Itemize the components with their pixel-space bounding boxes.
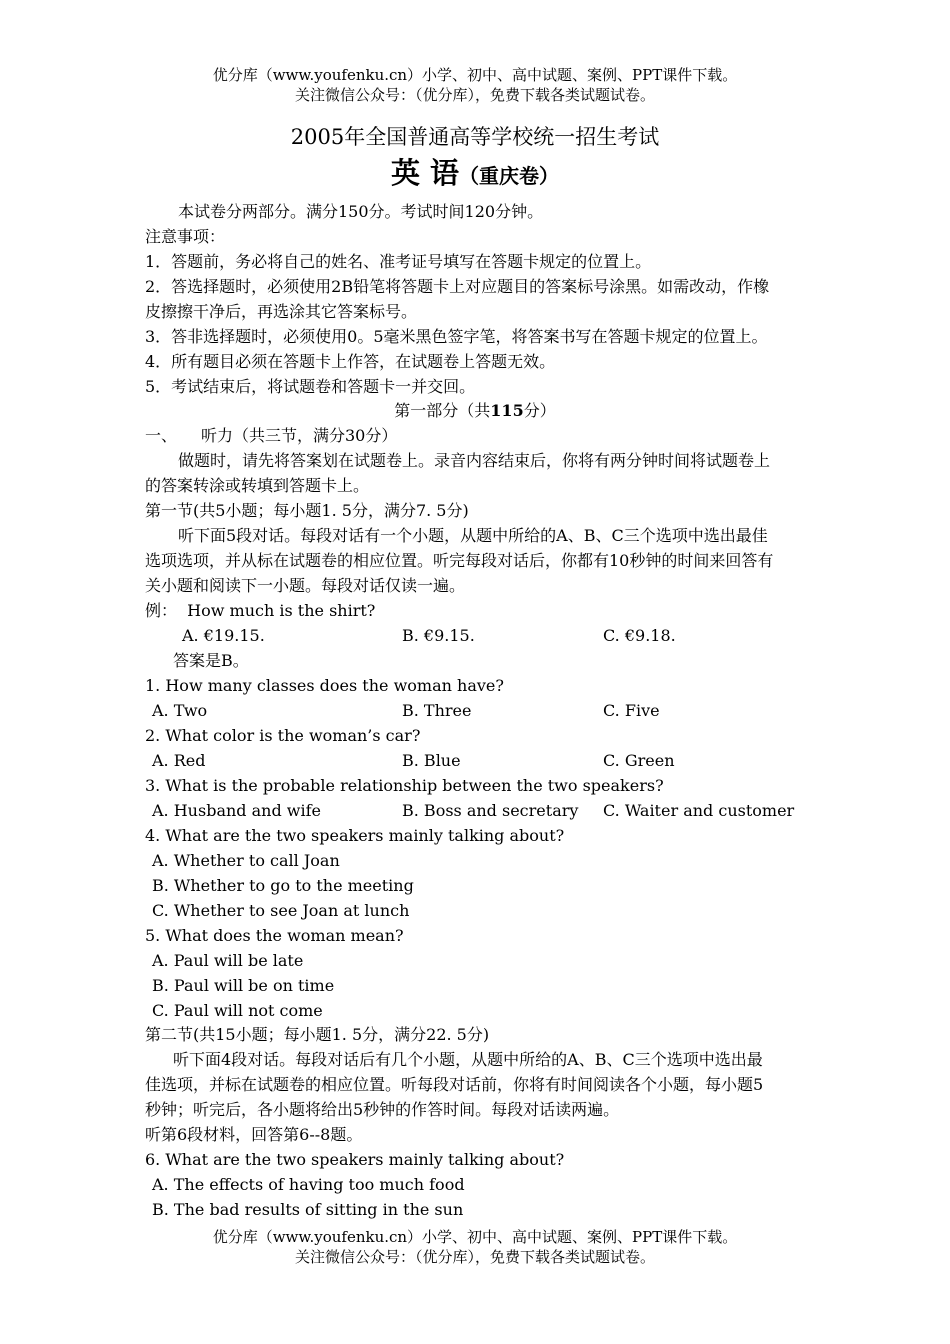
question-5: 5. What does the woman mean? [145, 926, 404, 945]
question-3: 3. What is the probable relationship between the two speakers? [145, 776, 664, 795]
q3-option-c: C. Waiter and customer [603, 801, 795, 820]
section1-directions-2: 选项选项，并从标在试题卷的相应位置。听完每段对话后，你都有10秒钟的时间来回答有 [145, 551, 774, 570]
q1-option-a: A. Two [152, 701, 208, 720]
note-4: 4．所有题目必须在答题卡上作答，在试题卷上答题无效。 [145, 352, 556, 371]
material-6-instruction: 听第6段材料，回答第6--8题。 [145, 1125, 363, 1144]
section2-directions-3: 秒钟；听完后，各小题将给出5秒钟的作答时间。每段对话读两遍。 [145, 1100, 620, 1119]
part1-heading [0, 401, 950, 421]
section1-directions-1: 听下面5段对话。每段对话有一个小题，从题中所给的A、B、C三个选项中选出最佳 [178, 526, 768, 545]
q2-option-c: C. Green [603, 751, 675, 770]
section2-directions-1: 听下面4段对话。每段对话后有几个小题，从题中所给的A、B、C三个选项中选出最 [173, 1050, 763, 1069]
section1-directions-3: 关小题和阅读下一小题。每段对话仅读一遍。 [145, 576, 466, 595]
example-option-a: A. €19.15. [182, 626, 265, 645]
q1-option-c: C. Five [603, 701, 660, 720]
q3-option-b: B. Boss and secretary [402, 801, 579, 820]
q5-option-a: A. Paul will be late [152, 951, 304, 970]
footer-line-1: 优分库（www.youfenku.cn）小学、初中、高中试题、案例、PPT课件下载。 [212, 1228, 738, 1246]
listening-section: 一、 听力（共三节，满分30分） [145, 426, 398, 445]
footer-line-2: 关注微信公众号：（优分库），免费下载各类试题试卷。 [294, 1248, 655, 1266]
note-2b: 皮擦擦干净后，再选涂其它答案标号。 [145, 302, 418, 321]
note-1: 1．答题前，务必将自己的姓名、准考证号填写在答题卡规定的位置上。 [145, 252, 652, 271]
example-option-c: C. €9.18. [603, 626, 676, 645]
q2-option-a: A. Red [152, 751, 206, 770]
q5-option-b: B. Paul will be on time [152, 976, 335, 995]
note-2a: 2．答选择题时，必须使用2B铅笔将答题卡上对应题目的答案标号涂黑。如需改动，作橡 [145, 277, 770, 296]
exam-subject-line [0, 156, 950, 195]
example-option-b: B. €9.15. [402, 626, 475, 645]
q4-option-b: B. Whether to go to the meeting [152, 876, 414, 895]
part1-heading-pre: 第一部分（共 [394, 401, 491, 420]
part1-score: 115 [490, 401, 524, 420]
question-4: 4. What are the two speakers mainly talking about? [145, 826, 565, 845]
section2-heading: 第二节(共15小题；每小题1. 5分，满分22. 5分) [145, 1025, 490, 1044]
question-6: 6. What are the two speakers mainly talking about? [145, 1150, 565, 1169]
q1-option-b: B. Three [402, 701, 472, 720]
header-line-1: 优分库（www.youfenku.cn）小学、初中、高中试题、案例、PPT课件下载。 [212, 66, 738, 84]
exam-edition: （重庆卷） [459, 164, 560, 188]
section1-heading: 第一节(共5小题；每小题1. 5分，满分7. 5分) [145, 501, 469, 520]
note-3: 3．答非选择题时，必须使用0。5毫米黑色签字笔，将答案书写在答题卡规定的位置上。 [145, 327, 768, 346]
exam-title: 2005年全国普通高等学校统一招生考试 [290, 125, 660, 149]
exam-subject: 英 语 [390, 156, 460, 190]
note-5: 5．考试结束后，将试题卷和答题卡一并交回。 [145, 377, 476, 396]
question-2: 2. What color is the woman’s car? [145, 726, 421, 745]
instructions-2: 的答案转涂或转填到答题卡上。 [145, 476, 370, 495]
q5-option-c: C. Paul will not come [152, 1001, 323, 1020]
part1-heading-post: 分） [523, 401, 556, 420]
section2-directions-2: 佳选项，并标在试题卷的相应位置。听每段对话前，你将有时间阅读各个小题，每小题5 [145, 1075, 764, 1094]
instructions-1: 做题时，请先将答案划在试题卷上。录音内容结束后，你将有两分钟时间将试题卷上 [178, 451, 771, 470]
header-line-2: 关注微信公众号：（优分库），免费下载各类试题试卷。 [294, 86, 655, 104]
notes-heading: 注意事项： [145, 227, 226, 246]
question-1: 1. How many classes does the woman have? [145, 676, 504, 695]
q4-option-a: A. Whether to call Joan [152, 851, 340, 870]
intro: 本试卷分两部分。满分150分。考试时间120分钟。 [178, 202, 544, 221]
example-answer: 答案是B。 [173, 651, 249, 670]
q6-option-b: B. The bad results of sitting in the sun [152, 1200, 464, 1219]
example-question: 例： How much is the shirt? [145, 601, 376, 620]
q6-option-a: A. The effects of having too much food [152, 1175, 465, 1194]
q2-option-b: B. Blue [402, 751, 461, 770]
q3-option-a: A. Husband and wife [152, 801, 321, 820]
q4-option-c: C. Whether to see Joan at lunch [152, 901, 410, 920]
